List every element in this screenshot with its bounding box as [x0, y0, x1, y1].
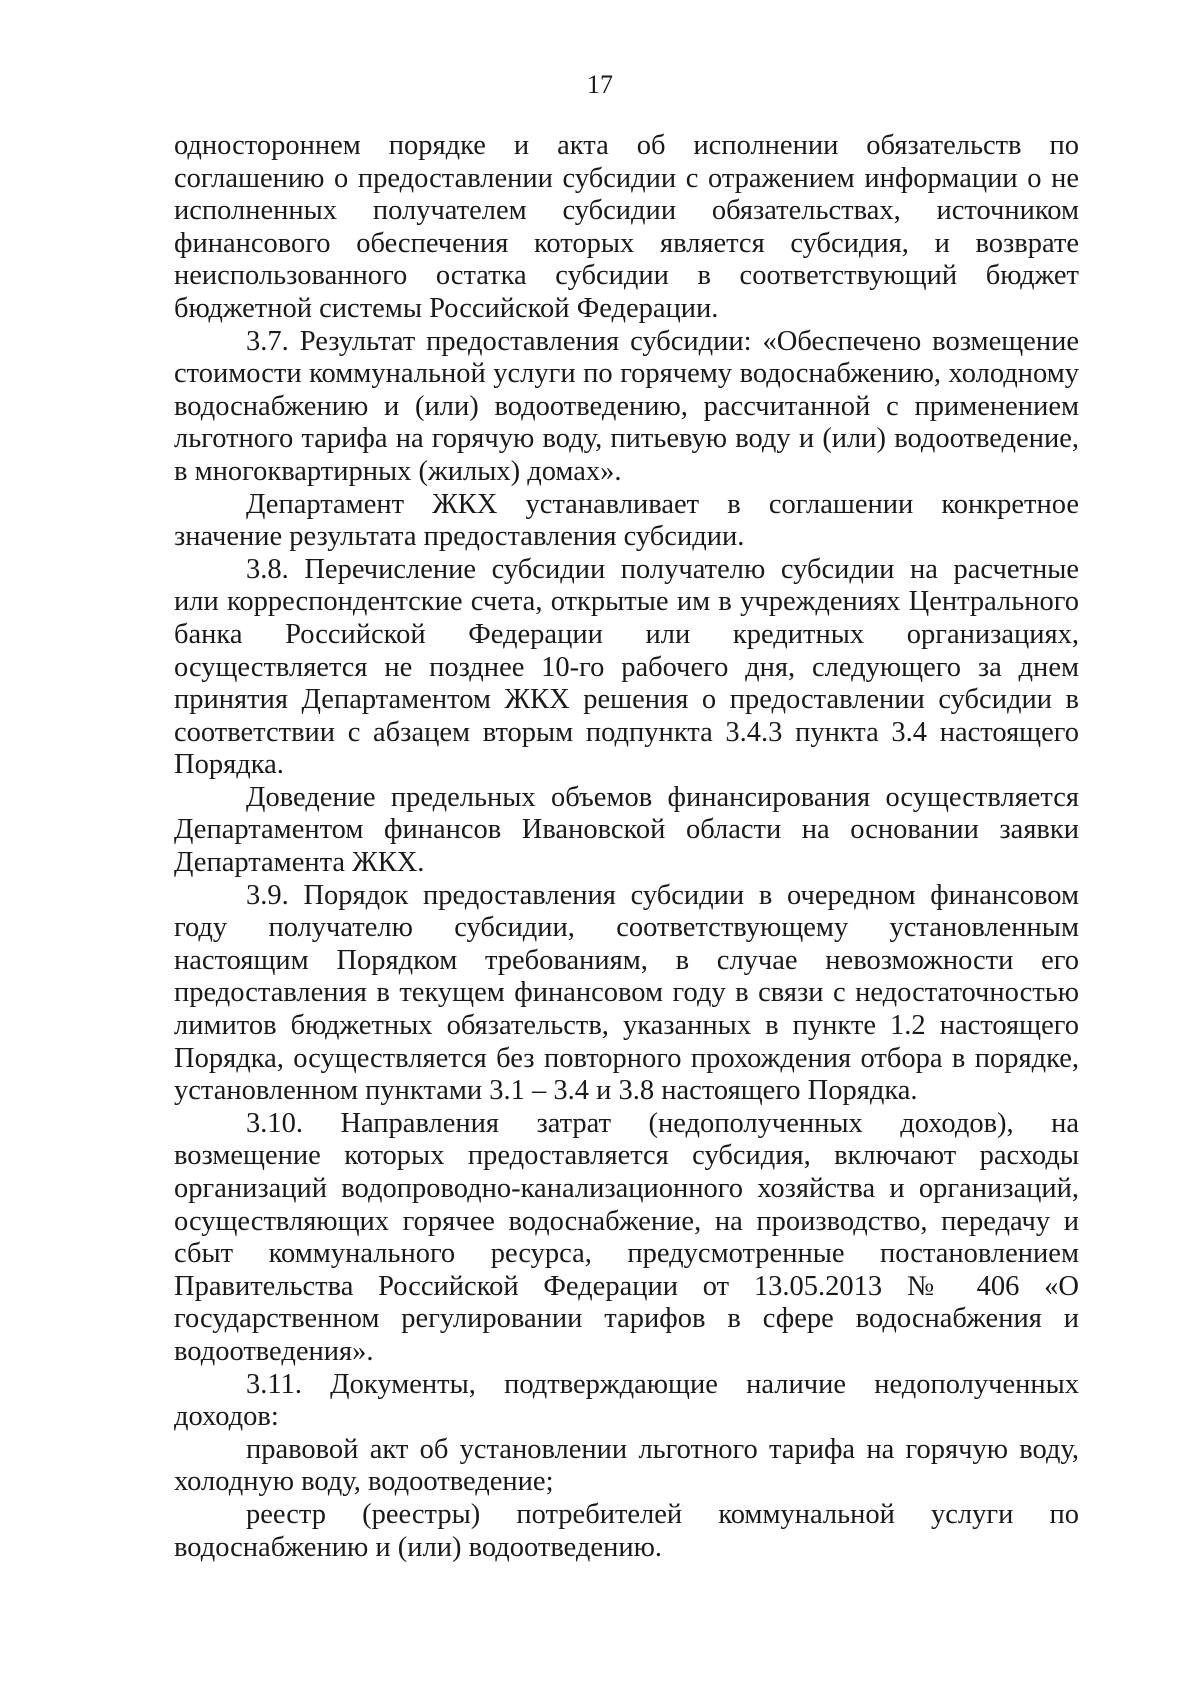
paragraph-3-8-financing: Доведение предельных объемов финансирования осуществляется Департаментом финансов Ивановской области на основании заявки Департамента ЖКХ.: [174, 781, 1079, 879]
paragraph-continuation: одностороннем порядке и акта об исполнении обязательств по соглашению о предоставлении субсидии с отражением информации о не исполненных получателем субсидии обязательствах, источником финансового обеспечения которых является субсидия, и возврате неиспользованного остатка субсидии в соответствующий бюджет бюджетной системы Российской Федерации.: [174, 130, 1079, 324]
paragraph-3-11: 3.11. Документы, подтверждающие наличие недополученных доходов:: [174, 1368, 1079, 1433]
paragraph-3-11-item-tariff-act: правовой акт об установлении льготного тарифа на горячую воду, холодную воду, водоотведение;: [174, 1433, 1079, 1498]
paragraph-3-10: 3.10. Направления затрат (недополученных доходов), на возмещение которых предоставляется субсидия, включают расходы организаций водопроводно-канализационного хозяйства и организаций, осуществляющих горячее водоснабжение, на производство, передачу и сбыт коммунального ресурса, предусмотренные постановлением Правительства Российской Федерации от 13.05.2013 № 406 «О государственном регулировании тарифов в сфере водоснабжения и водоотведения».: [174, 1107, 1079, 1367]
page-number: 17: [587, 70, 613, 99]
document-body: [174, 130, 1079, 1564]
paragraph-3-7-result-value: Департамент ЖКХ устанавливает в соглашении конкретное значение результата предоставления субсидии.: [174, 488, 1079, 553]
paragraph-3-11-item-registry: реестр (реестры) потребителей коммунальной услуги по водоснабжению и (или) водоотведению.: [174, 1498, 1079, 1563]
paragraph-3-8: 3.8. Перечисление субсидии получателю субсидии на расчетные или корреспондентские счета, открытые им в учреждениях Центрального банка Российской Федерации или кредитных организациях, осуществляется не позднее 10-го рабочего дня, следующего за днем принятия Департаментом ЖКХ решения о предоставлении субсидии в соответствии с абзацем вторым подпункта 3.4.3 пункта 3.4 настоящего Порядка.: [174, 553, 1079, 781]
paragraph-3-7: 3.7. Результат предоставления субсидии: «Обеспечено возмещение стоимости коммунальной услуги по горячему водоснабжению, холодному водоснабжению и (или) водоотведению, рассчитанной с применением льготного тарифа на горячую воду, питьевую воду и (или) водоотведение, в многоквартирных (жилых) домах».: [174, 325, 1079, 487]
paragraph-3-9: 3.9. Порядок предоставления субсидии в очередном финансовом году получателю субсидии, соответствующему установленным настоящим Порядком требованиям, в случае невозможности его предоставления в текущем финансовом году в связи с недостаточностью лимитов бюджетных обязательств, указанных в пункте 1.2 настоящего Порядка, осуществляется без повторного прохождения отбора в порядке, установленном пунктами 3.1 – 3.4 и 3.8 настоящего Порядка.: [174, 879, 1079, 1107]
